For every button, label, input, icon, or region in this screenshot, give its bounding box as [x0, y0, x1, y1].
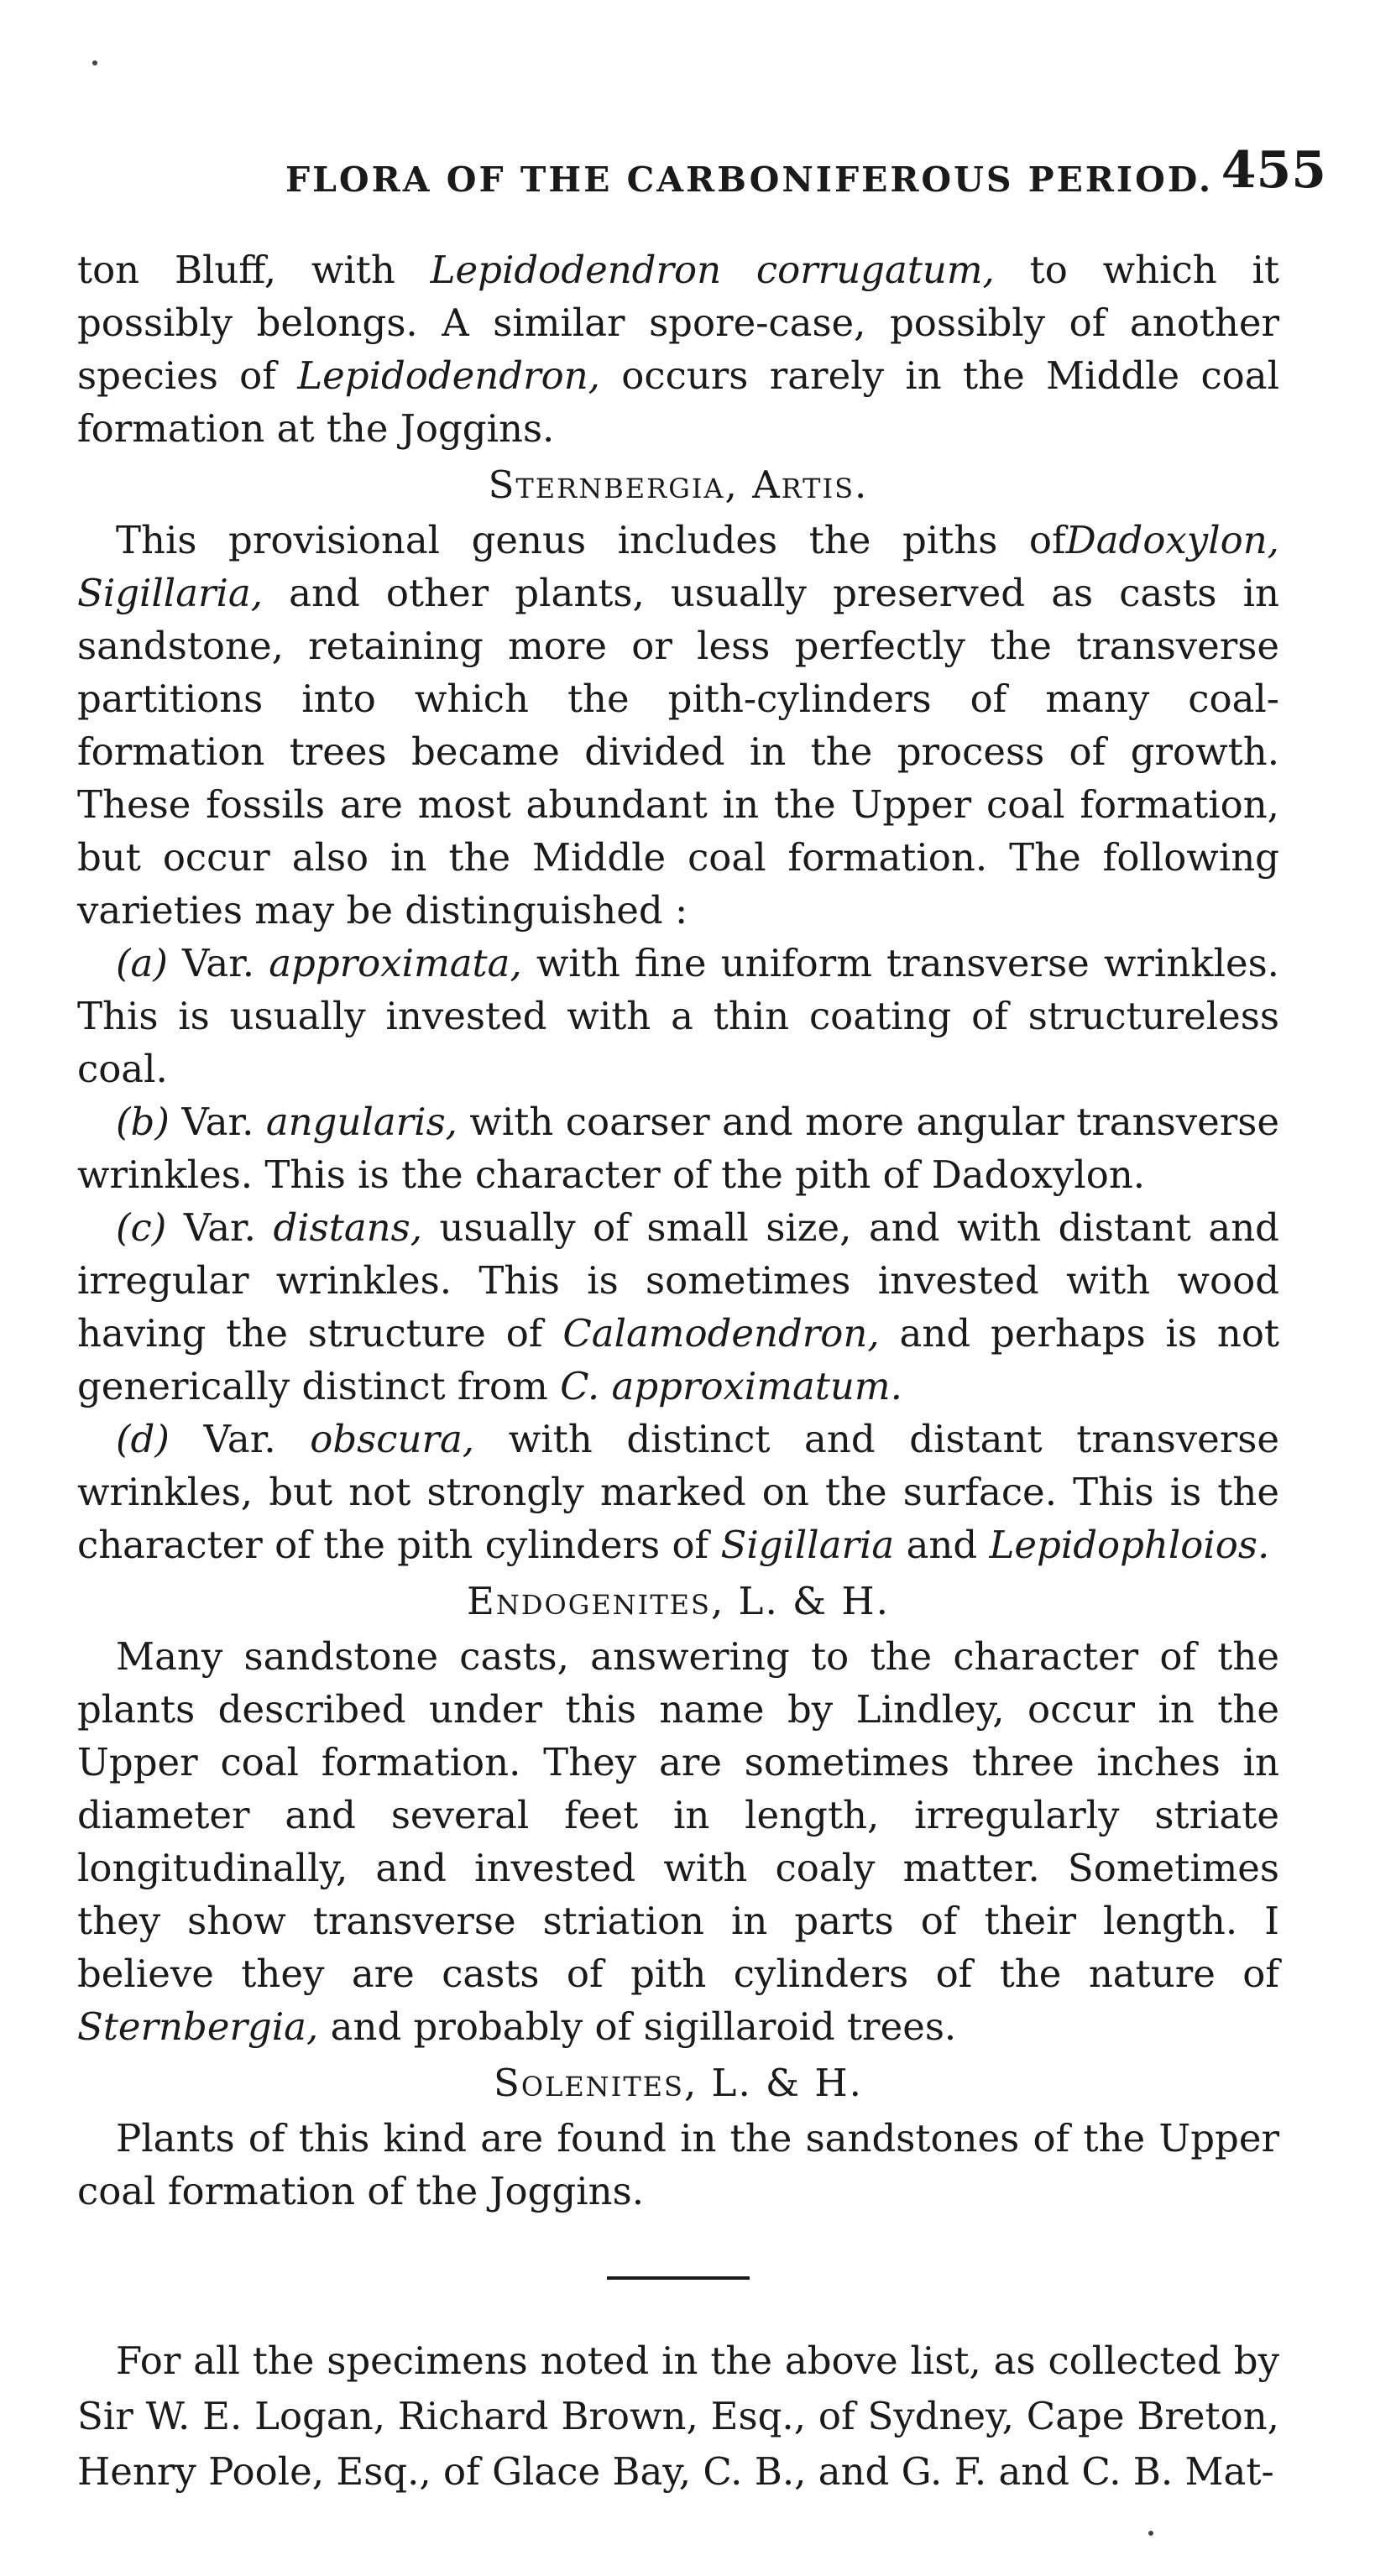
variety-d — [77, 1413, 1279, 1571]
variety-name: approximata, — [269, 941, 522, 985]
text-run: and perhaps is not generically distinct from — [77, 1311, 1279, 1408]
text-run: with coarser and more angular transverse wrinkles. This is the character of the pith of Dadoxylon. — [77, 1100, 1279, 1197]
print-speck — [92, 60, 97, 65]
text-run: Var. — [169, 1417, 311, 1461]
variety-a — [77, 937, 1279, 1095]
text-run: and — [894, 1523, 990, 1567]
variety-name: angularis, — [265, 1100, 457, 1144]
variety-c — [77, 1201, 1279, 1413]
taxon-name: Sigillaria — [720, 1523, 895, 1567]
taxon-name: Lepidodendron, — [297, 353, 600, 398]
paragraph-sternbergia — [77, 514, 1279, 937]
text-run: occurs rarely in the Middle coal formation at the Joggins. — [77, 353, 1279, 451]
text-run: For all the specimens noted in the above list, as collected by Sir W. E. Logan, Richard Brown, Esq., of Sydney, Cape Breton, Henry Poole, Esq., of Glace Bay, C. B., and G. F. and C. B. Mat- — [77, 2338, 1279, 2494]
variety-name: distans, — [273, 1205, 423, 1250]
variety-marker: (c) — [116, 1205, 167, 1250]
taxon-name: C. approximatum. — [560, 1364, 902, 1408]
text-run: Var. — [167, 941, 269, 985]
variety-marker: (d) — [116, 1417, 170, 1461]
paragraph-continuation — [77, 243, 1279, 455]
text-run: and probably of sigillaroid trees. — [318, 2004, 957, 2049]
variety-marker: (a) — [116, 941, 168, 985]
heading-authority: , Artis. — [724, 462, 869, 507]
variety-name: obscura, — [310, 1417, 475, 1461]
taxon-name: Sternbergia, — [77, 2004, 319, 2049]
taxon-name: Lepidophloios. — [989, 1523, 1270, 1567]
heading-authority: , L. & H. — [683, 2061, 863, 2105]
text-run: with distinct and distant transverse wrinkles, but not strongly marked on the surface. This is the character of the pith cylinders of — [77, 1417, 1279, 1567]
print-speck — [1148, 2531, 1153, 2536]
page-number: 455 — [1221, 141, 1326, 200]
page-header — [285, 141, 1326, 217]
paragraph-endogenites — [77, 1630, 1279, 2053]
text-run: Plants of this kind are found in the sandstones of the Upper coal formation of the Joggins. — [77, 2116, 1279, 2213]
section-heading-endogenites — [77, 1575, 1279, 1628]
text-run: Var. — [169, 1100, 266, 1144]
text-run: Many sandstone casts, answering to the character of the plants described under this name by Lindley, occur in the Upper coal formation. They are sometimes three inches in diameter and several feet in length, irregularly striate longitudinally, and invested with coaly matter. Sometimes they show transverse striation in parts of their length. I believe they are casts of pith cylinders of the nature of — [77, 1634, 1279, 1996]
section-divider — [607, 2276, 750, 2280]
heading-genus: Sternbergia — [488, 462, 725, 507]
text-run: usually of small size, and with distant and irregular wrinkles. This is sometimes invested with wood having the structure of — [77, 1205, 1279, 1356]
taxon-name: Lepidodendron corrugatum, — [430, 248, 995, 292]
running-head: FLORA OF THE CARBONIFEROUS PERIOD. — [285, 159, 1214, 200]
text-run: ton Bluff, with — [77, 248, 431, 292]
text-run: with fine uniform transverse wrinkles. This is usually invested with a thin coating of structureless coal. — [77, 941, 1279, 1091]
text-run: This provisional genus includes the piths of — [116, 518, 1066, 562]
section-heading-solenites — [77, 2056, 1279, 2109]
heading-genus: Solenites — [494, 2061, 684, 2105]
variety-marker: (b) — [116, 1100, 170, 1144]
heading-authority: , L. & H. — [710, 1579, 890, 1623]
variety-b — [77, 1095, 1279, 1201]
taxon-name: Calamodendron, — [562, 1311, 880, 1356]
page-body — [77, 243, 1279, 2500]
text-run: to which it possibly belongs. A similar spore-case, possibly of another species of — [77, 248, 1279, 398]
section-heading-sternbergia — [77, 458, 1279, 511]
paragraph-acknowledgement — [77, 2333, 1279, 2500]
paragraph-solenites — [77, 2112, 1279, 2218]
taxon-name: Dadoxylon, Sigillaria, — [77, 518, 1279, 615]
heading-genus: Endogenites — [467, 1579, 711, 1623]
text-run: and other plants, usually preserved as casts in sandstone, retaining more or less perfectly the transverse partitions into which the pith-cylinders of many coal-formation trees became divided in the process of growth. These fossils are most abundant in the Upper coal formation, but occur also in the Middle coal formation. The following varieties may be distinguished : — [77, 571, 1279, 933]
text-run: Var. — [166, 1205, 274, 1250]
